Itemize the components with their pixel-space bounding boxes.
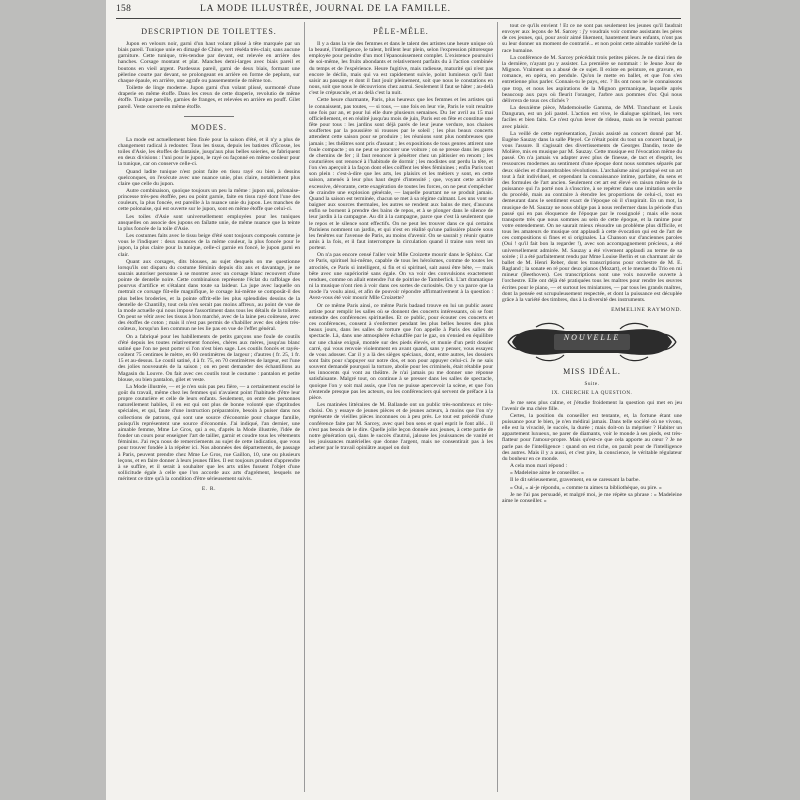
- paragraph: La deuxième pièce, Mademoiselle Gamma, de MM. Tranchant et Louis Danguran, est un joli pastel. L'action est vive, le dialogue spirituel, les vers faciles et bien faits. Ce n'est qu'un lever de rideau, mais on le verrait partout avec plaisir.: [502, 105, 682, 130]
- paragraph: « Madeleine aime le conseiller. »: [510, 470, 584, 477]
- column-middle: [309, 23, 493, 791]
- paragraph: Je ne l'ai pas persuadé, et malgré moi, je me répète sa phrase : « Madeleine aime le conseiller. »: [502, 491, 682, 504]
- paragraph: tout ce qu'ils envient ! Et ce ne sont pas seulement les jeunes qu'il faudrait envoyer aux leçons de M. Sarcey : j'y voudrais voir comme assistants les pères de ces jeunes, qui, pour avoir aimé likement, hautement leurs enfants, n'ont pas su leur donner un moment de contrarié... et non point cette aimable variété de la race humaine.: [502, 23, 682, 54]
- paragraph: Les toiles d'Asie sont universellement employées pour les tuniques ansquelles on associe des jupons en faïlatte unie, de même nuance que la teinte la plus foncée de la toile d'Asie.: [118, 213, 300, 232]
- journal-title: LA MODE ILLUSTRÉE, JOURNAL DE LA FAMILLE.: [200, 4, 451, 14]
- paragraph: Jupon en velours noir, garni d'un haut volant plissé à tête marquée par un biais pareil. Tunique unie en dimagé de Chine, vert réséda très-clair, sans aucune garniture. Cette tunique, très-tendue par devant, est relevée en arrière des hanches. Corsage montant et plat. Manches demi-larges avec biais pareil et boutons en vieil argent. Pardessus pareil, garni de deux biais, formant une pèlerine courte par devant, se prolongeant en arrière en forme de peplum, sur chaque épaule, en arrière, une agrafe ou passementerie de même ton.: [118, 41, 300, 84]
- column-left: [118, 23, 300, 791]
- story-chapter: IX. CHERCHE LA QUESTION.: [551, 390, 633, 397]
- paragraph: Quand ladite tunique n'est point faite en tissu rayé ou bien à dessins quelconques, on l'exécute avec une nuance unie, plus claire, notablement plus claire que celle du jupon.: [118, 168, 300, 187]
- column-right: [502, 23, 682, 791]
- paragraph: Quant aux corsages, dits blouses, au sujet desquels on me questionne lorsqu'ils ont disparu du costume féminin depuis dix ans et davantage, je ne saurais autoriser personne à se montrer avec un corsage blanc recouvert d'une pointe de dentelle noire. Cette combinaison représente l'éclat du raffolage des pourvus d'artifice et s'étalant dans toute sa laideur. La jupe avec laquelle on mettrait ce corsage fût-elle magnifique, le corsage lui-même se composât-il des plus belles broderies, et la pointe offrit-elle les plus splendides dessins de la dentelle de Chantilly, tout cela n'en serait pas moins affreux, au point de vue de la mode actuelle qui nous impose l'assortiment dans tous les détails de la toilette. On peut se vêtir avec les tissus à bon marché, avec de la laine peu coûteuse, avec des étoffes de coton ; mais il n'est pas permis de s'habiller avec des objets très-coûteux, lorsqu'un lien commun ne les lie pas en vue de l'effet général.: [118, 258, 300, 333]
- section-title-modes: MODES.: [190, 122, 227, 132]
- paragraph: Les matinées littéraires de M. Ballande ont un public très-nombreux et très-choisi. On y essaye de jeunes pièces et de jeunes acteurs, à moins que l'on n'y représente de vieilles pièces inconnues ou à peu près. Le tout est précédé d'une conférence faite par M. Sarcey, avec quel bon sens et quel esprit le font allé... il n'est pas besoin de le dire. Quelle jolie leçon donnée aux jeunes, à cette partie de notre génération qui, dans le succès d'autrui, jalouse les jouissances de vanité et les jouissances matérielles que donne l'argent, mais ne consentirait pas à les acheter par le travail opiniâtre auquel on doit: [309, 402, 493, 452]
- banner-label: NOUVELLE: [563, 333, 621, 343]
- paragraph: Cette heure charmante, Paris, plus heureux que les femmes et les artistes qui le connaissent, pas toutes, — si tous, — une fois en leur vie, Paris le voit renaître une fois par an, et pour lui elle dure plusieurs semaines. Du 1er avril au 15 mai officiellement, et en réalité jusqu'au mois de juin, Paris est en fête et constitue une fête pour tous : les jardins sont déjà parés de leur jeune verdure, nos chaises souffertes par la poussière ni rousses par le soleil ; les plus beaux concerts attendent cette saison pour se produire ; les réunions sont plus nombreuses que jamais ; les théâtres sont pris d'assaut ; les expositions de tous genres attirent une foule compacte ; on ne peut se procurer une voiture ; on se presse dans les gares de chemins de fer ; il faut renoncer à pénétrer chez un pâtissier en renom ; les couturières ont renoncé à l'habitude de dormir ; les modistes ont perdu la tête, et l'on s'en aperçoit à la façon dont elles coiffent les têtes féminines ; enfin Paris tout son plein : c'est-à-dire que les arts, les plaisirs et les métiers y sont, en cette saison, amenés à leur plus haut degré d'intensité ; que, voyant cette activité excessive, dévorante, cette exagération de toutes les forces, on ne peut s'empêcher de craindre une explosion générale, — laquelle pourtant ne se produit jamais. Quand la saison est terminée, chacun se met à sa régime calmant. Les uns vont se baigner aux sources thermales, les autres se rendent aux bains de mer, d'aucuns enfin se bornent à prendre des bains de repos, et à se plonger dans le silence de leur jardin à la campagne. Au dit à la campagne, parce que c'est là seulement que le repos et le silence sont effectifs. On ne peut les trouver dans ce qui certains Parisiens nomment un jardin, et qui n'est en réalité qu'une palissière placée sous les fenêtres sur l'avenue de Paris, au moins d'avenir. On se saurait y réunir quatre amis à la fois, et il faut interrompre la circulation quand il traine son vent un porteur.: [309, 97, 493, 252]
- signature: [502, 307, 682, 313]
- paragraph: La veillé de cette représentation, j'avais assisté au concert donné par M. Eugène Sauzay dans la salle Pleyel. Ce n'était point du tout un concert banal, je vous l'assure. Il s'agissait des divertissements de Georges Dandin, texte de Molière, mis en musique par M. Sauzay. Cette musique est l'évocation même du passé. On n'a jamais vu adapter avec plus de finesse, de tact et d'esprit, les ressources modernes au sentiment d'une époque dont nous sommes séparés par deux siècles et d'innombrables révolutions. L'archaïsme ainsi pratiqué est un art tout à fait individuel, et cependant la connaissance intime, parfaite, du sens et des formules de l'art ancien. Seulement cet art est élevé en raison même de la puissance qui l'a porté non à s'inscrire, à se repétrer dans une imitation servile du procédé, mais au contraire à étendre les proportions de celui-ci, tout en demeurant dans le sentiment exact de l'époque où il s'inspirait. En un mot, la musique de M. Sauzay ne nous oblige pas à nous renfermer dans la période d'un passé qui en pas éloquence de l'époque par le rossignolé ; mais elle nous transporte très que nous sommes au sein de cette époque, et la ranime pour votre entendement. On ne saurait mieux résoudre un problème plus difficile, et tous les amateurs de musique ont applaudi à cette évocation qui est de l'art de ces compositions si fines et si originales. La Chanson sur d'anciennes paroles (Oui ! qu'il fait bon la regarder !), avec son accompagnement précieux, a été universellement admirée. M. Sauzay a été vivement applaudi au terme de sa soirée ; il a été parfaitement rendu par Mme Louise Berlin et un charmant air de ballet de M. Henri Reber, dont les transcriptions pour orchestre de M. E. Ragland ; la sonate en ré pour deux pianos (Mozart), et le menuet du Trio en mi mineur (Beethoven). Ces transcriptions sont une voix nouvelle ouverte à l'orchestre. Elle ont déjà été pratiquées tous les maîtres pour rendre les œuvres écrites pour le piano, — et surtout les miniatures, — par tous les grands maîtres, dont la pensée est scrupuleusement respectée, et dont la puissance est décuplée grâce à la variété des timbres, dus à la diversité des instruments.: [502, 130, 682, 303]
- paragraph: La mode est actuellement bien fixée pour la saison d'été, et il n'y a plus de changement radical à redouter. Tous les tissus, depuis les batistes d'Écosse, les toiles d'Asie, les étoffes de fantaisie, jusqu'aux plus belles soieries, se fabriquent en deux divisions : l'uni pour le jupon, le rayé ou façonné en même couleur pour la tunique, car on conserve celle-ci.: [118, 136, 300, 168]
- running-header: [116, 4, 681, 18]
- signature-name: EMMELINE RAYMOND.: [611, 307, 682, 314]
- paragraph: Or ce même Paris ainsi, ce même Paris badaud trouve en lui un public assez artiste pour remplir les salles où se donnent des concerts intéressants, où se font entendre des conférences spirituelles. Et ce public, pour écouter ces concerts et ces conférences, consent à s'enfermer pendant les plus belles heures des plus beaux jours, dans les salles de torture que l'on appelle à Paris des salles de spectacle. Là, dans une atmosphère échauffée par le gaz, on s'ensied en équilibre sur une chaise exiguë, montée sur des pieds élevés, et munie d'un petit dossier carré, qui vous renvoie violemment en avant quand, sans y penser, vous essayez de vous adosser. Car il y a là des sièges spéciaux, dont, entre autres, les dossiers sont faits pour s'appuyer sur notre dos, et non pour appuyer celui-ci. Je ne sais souvent demandé pourquoi la torture, abolie pour les criminels, était rétablie pour les innocents qui vont au théâtre. Je n'ai jamais pu me donner une réponse satisfaisante. Malgré tout, on continue à se presser dans les salles de spectacle, quoique l'on y soit mal assis, que l'on ne puisse apercevoir la scène, et que l'on n'entende presque pas les acteurs, ou les conférenciers qui servent de préface à la pièce.: [309, 302, 493, 401]
- section-title-description: DESCRIPTION DE TOILETTES.: [141, 27, 277, 36]
- story-subtitle: Suite.: [584, 381, 600, 388]
- paragraph: Il le dit sérieusement, gravement, en se caressant la barbe.: [510, 477, 640, 484]
- section-separator: [184, 116, 234, 117]
- paragraph: Autre combinaison, quoique toujours un peu la même : jupon uni, polonaise-princesse très-peu étoffée, peu ou point garnie, faite en tissu rayé dont l'une des couleurs, la plus foncée, est pareille à la nuance unie du jupon. Les manches de cette polonaise, qui est ouverte sur le jupon, sont en même étoffe que celui-ci.: [118, 187, 300, 213]
- paragraph: Certes, la position du conseiller est tentante, et, la fortune étant une puissance pour le bien, je n'en médirai jamais. Dans telle société où ne vivons, elle est la vivacité, le succès, la durée ; mais doit-on la mépriser ? Habiter un appartement luxueux, ne parer de diamants, voir le monde à ses pieds, est très-flatteur pour l'amour-propre. Mais qu'est-ce que cela apporte au cœur ? Je ne parle pas de l'intelligence : quand on est riche, on paraît pour de l'intelligence des autres. Mais il y a aussi, et c'est pire, la conscience, le véritable régulateur du bonheur en ce monde.: [502, 412, 682, 462]
- ornamental-banner-icon: [506, 321, 678, 363]
- header-rule: [116, 18, 681, 19]
- paragraph: « Oui, » ai-je répondu, « comme tu aimes ta bibliothèque, ou pire. »: [510, 484, 662, 491]
- paragraph: On a fabriqué pour les habillements de petits garçons une foule de coutils d'été depuis les toutes relativement foncées, chères aux mères, jusqu'au blanc satiné que l'on ne peut porter si l'on n'est bien sage. Les coutils foncés et rayés-coûtent 75 centimes le mètre, en 60 centimètres de largeur ; d'autres ( fr. 25, 1 fr. 15 et au-dessus. Le coutil satiné, 4 à fr. 75, en 70 centimètres de largeur, est l'une des jolies nouveautés de la saison ; on en peut demander des échantillons au Magasin du Louvre. On fait avec ces coutils tout le costume : pantalon et petite blouse, ou bien pantalon, gilet et veste.: [118, 333, 300, 383]
- paragraph: Toilette de linge moderne. Jupon garni d'un volant plissé, surmonté d'une draperie en même étoffe. Dans les creux de cette draperie, revolutio de même étoffe. Tunique pareille, garnies de franges, et relevées en arrière en pouff. Gilet pareil. Veste ouverte en même étoffe.: [118, 85, 300, 110]
- paragraph: Il y a dans la vie des femmes et dans le talent des artistes une heure unique où la beauté, l'intelligence, le talent, brillent leur plein, selon l'expression pittoresque employée pour peindre d'un mot l'épanouissement complet. L'existence poursuivi de soi-même, les fruits abondants et relativement parfaits du à l'action combinée du temps et de l'expérience. Heure fugitive, mais radieuse, maturité qui n'est pas encore le déclin, mais qui va est rapidement suivie, point lumineux qu'il faut saisir au passage et dont il faut jouir pleinement, soit que nous le constations en nous, soit que nous le découvrions chez autrui. Seulement il faut se hâter ; au-delà c'est le crépuscule, et au delà c'est la nuit.: [309, 41, 493, 97]
- column-divider: [497, 22, 498, 792]
- paragraph: La conférence de M. Sarcey précédait trois petites pièces. Je ne dirai rien de la dernière, n'ayant pu y assister. La première se nommait : le Jeune Jour de Mignon. Vraiment on a abusé de ce sujet. Il existe en peinture, en gravure, en romance, en opéra, en pendule. Qu'on le mette en ballet, et que l'on s'en entretienne plus parler. Connais-tu le pays, etc. ? Ils ont nous ne le connaissons que trop, et nous les aspirations de la Mignon germanique, laquelle après beaucoup aux pays où fleurit l'oranger, l'arbre aux pommes d'or. Qui nous délivrera de tous ces clichés ?: [502, 54, 682, 104]
- story-title: MISS IDÉAL.: [563, 367, 621, 377]
- nouvelle-banner: [506, 321, 678, 363]
- paragraph: Je me sens plus calme, et j'étudie froidement la question qui met en jeu l'avenir de ma chère fille.: [502, 399, 682, 412]
- signature-name: E. R.: [201, 486, 217, 493]
- signature: [118, 486, 300, 492]
- section-title-pele-mele: PÊLE-MÊLE.: [373, 27, 429, 36]
- paragraph: La Mode illustrée, — et je n'en suis pas peu fière, — a certainement excité le goût du travail, même chez les femmes qui n'avaient point l'habitude d'être leur propre couturière et celle de leurs enfants. Seulement, on entre des personnes naturellement habiles, il en est qui ont plus de bonne volonté que d'aptitudes spéciales, et qui, faute d'une instruction préparatoire, besoin à puiser dans nos collections de patrons, qui sont une source d'économie pour chaque famille, puisqu'ils représentent une source d'économie. J'ai indiqué, l'an dernier, une aimable femme, Mme Le Gros, qui a eu, d'après la Mode illustrée, l'idée de fonder un cours pour enseigner l'art de tailler, garnir et coudre tous les vêtements féminins. J'ai reçu nous de remerciements au sujet de cette indication, que vous pour trouver fondée à la répéter ici. Nos abonnées des départements, de passage à Paris, peuvent prendre chez Mme Le Gros, rue Gaillon, 10, une ou plusieurs leçons, et en faire donner à leurs jeunes filles. Il est toujours prudent d'apprendre à se suffire, et il serait à souhaiter que les arts utiles fussent l'objet d'une sollicitude égale à celle que l'on accorde aux arts d'agrément, lesquels ne méritent ce titre qu'à la condition d'être sérieusement suivis.: [118, 383, 300, 483]
- paragraph: On n'a pas encore censé l'aller voir Mlle Croizette mourir dans le Sphinx. Car ce Paris, spirituel lui-même, capable de tous les héroïsmes, comme de toutes les atrocités, ce Paris si intelligent, si fin et si spirituel, sait aussi être bête, — mais bête avec une supériorité sans égale. On va voir des convulsions exactement rendues, comme on allait entendre l'ut de poitrine de Tamberlick. L'art dramatique ni la musique n'ont rien à voir dans ces sortes de curiosités. On y va parce que la mode l'a voulu ainsi, et afin de pouvoir répondre affirmativement à la question : Avez-vous été voir mourir Mlle Croizette?: [309, 252, 493, 302]
- page-number: 158: [116, 4, 132, 14]
- column-divider: [304, 22, 305, 792]
- paragraph: A cela mon mari répond :: [510, 463, 568, 470]
- paragraph: Les costumes faits avec le tissu beige d'été sont toujours composés comme je vous le l'indiquer : deux nuances de la même couleur, la plus foncée pour le jupon, la plus claire pour la tunique, celle-ci garnie en foncé, le jupon garni en clair.: [118, 233, 300, 258]
- newspaper-page: [106, 0, 690, 800]
